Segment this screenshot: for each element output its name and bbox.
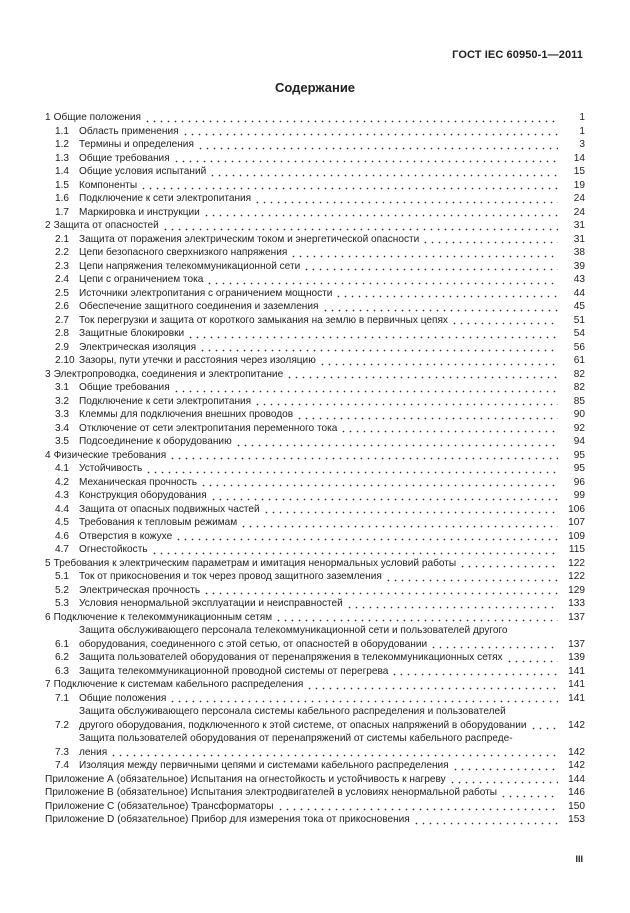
toc-entry-title: Клеммы для подключения внешних проводов xyxy=(79,409,294,420)
toc-entry-page: 106 xyxy=(568,503,585,515)
toc-entry-title: Термины и определения xyxy=(79,139,194,150)
dot-leader xyxy=(391,666,558,676)
toc-subsection-entry[interactable] xyxy=(45,624,585,651)
toc-subsection-entry[interactable] xyxy=(45,503,585,517)
dot-leader xyxy=(449,774,558,784)
dot-leader xyxy=(151,545,558,555)
toc-subsection-entry[interactable] xyxy=(45,381,585,395)
toc-entry-title: Ток от прикосновения и ток через провод защитного заземления xyxy=(79,571,382,582)
toc-entry-page: 31 xyxy=(573,233,585,245)
page-title: Содержание xyxy=(274,80,356,95)
toc-entry-number: 7.2 xyxy=(55,719,70,731)
toc-subsection-entry[interactable] xyxy=(45,759,585,773)
toc-entry-page: 115 xyxy=(568,544,585,555)
toc-subsection-entry[interactable] xyxy=(45,192,585,206)
toc-entry-number: 1 xyxy=(45,112,51,123)
toc-entry-number: 3.4 xyxy=(55,422,70,434)
toc-entry-number: 6.3 xyxy=(55,665,70,677)
toc-subsection-entry[interactable] xyxy=(45,462,585,476)
toc-entry-number: 6.1 xyxy=(55,638,70,650)
toc-entry-page: 39 xyxy=(573,260,585,272)
toc-entry-number: 2.6 xyxy=(55,301,70,312)
toc-entry-title: Общие требования xyxy=(79,382,170,393)
toc-entry-page: 139 xyxy=(568,652,585,663)
dot-leader xyxy=(277,801,558,811)
toc-entry-number: 7.1 xyxy=(55,692,70,704)
toc-entry-page: 56 xyxy=(573,341,585,353)
toc-entry-title: Подключение к телекоммуникационным сетям xyxy=(53,611,273,623)
toc-entry-number: 1.5 xyxy=(55,179,70,191)
toc-entry-number: 4 xyxy=(45,449,51,461)
toc-entry-page: 122 xyxy=(568,557,585,569)
dot-leader xyxy=(203,207,558,217)
toc-entry-title: Огнестойкость xyxy=(79,544,148,555)
toc-entry-title: (обязательное) Трансформаторы xyxy=(117,800,274,812)
dot-leader xyxy=(322,302,559,312)
toc-entry-number: 4.7 xyxy=(55,544,70,555)
dot-leader xyxy=(169,450,558,460)
toc-subsection-entry[interactable] xyxy=(45,233,585,247)
dot-leader xyxy=(500,788,558,798)
toc-entry-page: 96 xyxy=(573,476,585,488)
dot-leader xyxy=(385,572,558,582)
dot-leader xyxy=(140,180,558,190)
toc-entry-number: 2.7 xyxy=(55,314,70,326)
toc-appendix-entry[interactable] xyxy=(45,786,585,800)
toc-entry-title: Подключение к системам кабельного распределения xyxy=(53,679,304,690)
toc-subsection-entry[interactable] xyxy=(45,165,585,179)
toc-entry-title: Ток перегрузки и защита от короткого замыкания на землю в первичных цепях xyxy=(79,314,448,326)
toc-entry-title: Подсоединение к оборудованию xyxy=(79,436,232,447)
toc-entry-title: Изоляция между первичными цепями и системами кабельного распределения xyxy=(79,760,449,771)
toc-entry-page: 94 xyxy=(573,436,585,447)
toc-entry-title: Устойчивость xyxy=(79,463,143,474)
toc-entry-number: 6.2 xyxy=(55,652,70,663)
toc-entry-title: Компоненты xyxy=(79,179,138,191)
toc-entry-title: Общие положения xyxy=(79,692,167,704)
dot-leader xyxy=(203,585,558,595)
dot-leader xyxy=(413,815,558,825)
toc-entry-number: 4.2 xyxy=(55,476,70,488)
dot-leader xyxy=(335,288,558,298)
toc-entry-page: 109 xyxy=(568,530,585,542)
toc-subsection-entry[interactable] xyxy=(45,422,585,436)
toc-appendix-entry[interactable] xyxy=(45,800,585,814)
toc-entry-page: 38 xyxy=(573,247,585,258)
toc-entry-page: 122 xyxy=(568,571,585,582)
toc-entry-page: 92 xyxy=(573,422,585,434)
toc-entry-page: 142 xyxy=(568,746,585,758)
toc-entry-title: Условия ненормальной эксплуатации и неисправностей xyxy=(79,598,343,609)
toc-entry-number: Приложение A xyxy=(45,773,114,785)
toc-entry-page: 150 xyxy=(568,800,585,812)
toc-subsection-entry[interactable] xyxy=(45,125,585,139)
toc-entry-title: Электрическая изоляция xyxy=(79,341,197,353)
toc-entry-title: Защита пользователей оборудования от перенапряжения в телекоммуникационных сетях xyxy=(79,652,503,663)
toc-entry-number: 3.2 xyxy=(55,395,70,407)
toc-subsection-entry[interactable] xyxy=(45,516,585,530)
toc-entry-page: 1 xyxy=(579,125,585,137)
dot-leader xyxy=(346,599,558,609)
toc-section-entry[interactable] xyxy=(45,219,585,233)
toc-entry-page: 137 xyxy=(568,611,585,623)
dot-leader xyxy=(254,396,558,406)
toc-appendix-entry[interactable] xyxy=(45,813,585,827)
toc-entry-page: 95 xyxy=(573,463,585,474)
toc-entry-title: Область применения xyxy=(79,125,179,137)
toc-entry-number: 2.5 xyxy=(55,287,70,299)
toc-subsection-entry[interactable] xyxy=(45,138,585,152)
dot-leader xyxy=(209,167,558,177)
toc-subsection-entry[interactable] xyxy=(45,651,585,665)
dot-leader xyxy=(173,383,558,393)
toc-entry-page: 95 xyxy=(573,449,585,461)
dot-leader xyxy=(275,612,558,622)
toc-entry-title: Цепи напряжения телекоммуникационной сети xyxy=(79,260,301,272)
toc-entry-number: 4.1 xyxy=(55,463,70,474)
toc-entry-title-line: Защита обслуживающего персонала телекоммуникационной сети и пользователей другого xyxy=(79,625,508,636)
toc-entry-page: 15 xyxy=(573,166,585,177)
toc-entry-page: 141 xyxy=(568,665,585,677)
dot-leader xyxy=(506,653,558,663)
toc-entry-number: 4.4 xyxy=(55,503,70,515)
toc-entry-page: 141 xyxy=(568,692,585,704)
toc-subsection-entry[interactable] xyxy=(45,584,585,598)
toc-entry-number: Приложение B xyxy=(45,787,114,798)
toc-entry-number: 7 xyxy=(45,679,51,690)
toc-subsection-entry[interactable] xyxy=(45,530,585,544)
toc-subsection-entry[interactable] xyxy=(45,435,585,449)
toc-entry-title: Отключение от сети электропитания переменного тока xyxy=(79,422,338,434)
toc-subsection-entry[interactable] xyxy=(45,273,585,287)
standard-number: ГОСТ IEC 60950-1—2011 xyxy=(452,49,583,61)
toc-entry-page: 45 xyxy=(573,301,585,312)
toc-entry-page: 142 xyxy=(568,719,585,731)
toc-entry-page: 24 xyxy=(573,193,585,204)
dot-leader xyxy=(240,518,558,528)
toc-entry-page: 129 xyxy=(568,584,585,596)
toc-entry-number: 2.8 xyxy=(55,328,70,339)
dot-leader xyxy=(197,140,558,150)
toc-entry-number: 3.5 xyxy=(55,436,70,447)
toc-entry-page: 24 xyxy=(573,206,585,218)
toc-entry-number: 5 xyxy=(45,557,51,569)
dot-leader xyxy=(199,342,558,352)
toc-entry-number: 2.3 xyxy=(55,260,70,272)
toc-entry-page: 3 xyxy=(579,139,585,150)
toc-entry-number: 5.3 xyxy=(55,598,70,609)
toc-entry-number: 1.2 xyxy=(55,139,70,150)
toc-subsection-entry[interactable] xyxy=(45,354,585,368)
toc-subsection-entry[interactable] xyxy=(45,665,585,679)
toc-section-entry[interactable] xyxy=(45,111,585,125)
toc-entry-number: 2.1 xyxy=(55,233,70,245)
dot-leader xyxy=(200,477,558,487)
toc-entry-number: Приложение C xyxy=(45,800,115,812)
toc-entry-title-line: Защита пользователей оборудования от перенапряжений от системы кабельного распреде- xyxy=(79,733,513,744)
dot-leader xyxy=(306,680,558,690)
toc-entry-number: 4.6 xyxy=(55,530,70,542)
toc-entry-last-line xyxy=(79,638,561,652)
toc-entry-page: 99 xyxy=(573,490,585,501)
toc-entry-page: 31 xyxy=(573,220,585,231)
toc-entry-title-line: ления xyxy=(79,746,108,758)
toc-entry-title: Защита от опасностей xyxy=(53,220,159,231)
toc-entry-title: Отверстия в кожухе xyxy=(79,530,173,542)
dot-leader xyxy=(263,504,558,514)
toc-entry-title: Маркировка и инструкции xyxy=(79,206,200,218)
dot-leader xyxy=(286,369,558,379)
toc-entry-page: 153 xyxy=(568,814,585,825)
dot-leader xyxy=(452,761,558,771)
toc-entry-title: Требования к тепловым режимам xyxy=(79,517,238,528)
dot-leader xyxy=(235,437,558,447)
toc-entry-number: 7.4 xyxy=(55,760,70,771)
toc-subsection-entry[interactable] xyxy=(45,314,585,328)
toc-subsection-entry[interactable] xyxy=(45,246,585,260)
toc-entry-number: 2.9 xyxy=(55,341,70,353)
toc-subsection-entry[interactable] xyxy=(45,179,585,193)
toc-subsection-entry[interactable] xyxy=(45,341,585,355)
toc-entry-page: 144 xyxy=(568,773,585,785)
toc-entry-title: Электрическая прочность xyxy=(79,584,201,596)
toc-entry-number: 6 xyxy=(45,611,51,623)
toc-entry-page: 43 xyxy=(573,274,585,285)
toc-section-entry[interactable] xyxy=(45,557,585,571)
toc-entry-title: Электропроводка, соединения и электропитание xyxy=(53,368,284,380)
toc-subsection-entry[interactable] xyxy=(45,489,585,503)
dot-leader xyxy=(182,126,558,136)
toc-subsection-entry[interactable] xyxy=(45,152,585,166)
toc-entry-title: Защита от поражения электрическим током и энергетической опасности xyxy=(79,233,420,245)
toc-entry-number: 1.6 xyxy=(55,193,70,204)
dot-leader xyxy=(187,329,558,339)
toc-entry-title: Защита телекоммуникационной проводной системы от перегрева xyxy=(79,665,389,677)
toc-entry-page: 14 xyxy=(573,152,585,164)
dot-leader xyxy=(145,464,558,474)
toc-subsection-entry[interactable] xyxy=(45,543,585,557)
dot-leader xyxy=(303,261,558,271)
toc-entry-title: Защитные блокировки xyxy=(79,328,185,339)
page-number: III xyxy=(575,854,583,864)
dot-leader xyxy=(254,194,558,204)
toc-entry-number: Приложение D xyxy=(45,814,115,825)
dot-leader xyxy=(430,639,558,649)
toc-entry-page: 90 xyxy=(573,409,585,420)
toc-entry-title: Требования к электрическим параметрам и имитация ненормальных условий работы xyxy=(53,557,457,569)
dot-leader xyxy=(206,275,558,285)
toc-entry-number: 1.7 xyxy=(55,206,70,218)
toc-entry-title-line: другого оборудования, подключенного к этой системе, от опасных напряжений в оборудовании xyxy=(79,719,527,731)
dot-leader xyxy=(162,221,558,231)
toc-entry-number: 2.4 xyxy=(55,274,70,285)
toc-appendix-entry[interactable] xyxy=(45,773,585,787)
toc-entry-page: 142 xyxy=(568,760,585,771)
toc-entry-number: 2.10 xyxy=(55,355,75,366)
toc-entry-title: Защита от опасных подвижных частей xyxy=(79,503,260,515)
toc-subsection-entry[interactable] xyxy=(45,260,585,274)
toc-subsection-entry[interactable] xyxy=(45,206,585,220)
toc-entry-last-line xyxy=(79,746,561,760)
toc-entry-page: 85 xyxy=(573,395,585,407)
toc-entry-page: 137 xyxy=(568,638,585,650)
dot-leader xyxy=(144,113,558,123)
dot-leader xyxy=(319,356,558,366)
toc-entry-number: 2.2 xyxy=(55,247,70,258)
toc-entry-number: 7.3 xyxy=(55,746,70,758)
toc-entry-title-line: Защита обслуживающего персонала системы кабельного распределения и пользователей xyxy=(79,706,506,717)
toc-entry-last-line xyxy=(79,719,561,733)
toc-section-entry[interactable] xyxy=(45,449,585,463)
toc-entry-page: 54 xyxy=(573,328,585,339)
toc-subsection-entry[interactable] xyxy=(45,327,585,341)
toc-entry-title: (обязательное) Прибор для измерения тока от прикосновения xyxy=(117,814,410,825)
toc-subsection-entry[interactable] xyxy=(45,300,585,314)
dot-leader xyxy=(530,720,558,730)
toc-subsection-entry[interactable] xyxy=(45,705,585,732)
toc-entry-title: Подключение к сети электропитания xyxy=(79,395,252,407)
toc-entry-number: 5.1 xyxy=(55,571,70,582)
toc-entry-title: Обеспечение защитного соединения и заземления xyxy=(79,301,319,312)
toc-entry-page: 146 xyxy=(568,787,585,798)
toc-entry-number: 1.4 xyxy=(55,166,70,177)
toc-subsection-entry[interactable] xyxy=(45,692,585,706)
toc-subsection-entry[interactable] xyxy=(45,395,585,409)
toc-section-entry[interactable] xyxy=(45,611,585,625)
toc-entry-number: 2 xyxy=(45,220,51,231)
toc-entry-number: 3.1 xyxy=(55,382,70,393)
toc-entry-title: Зазоры, пути утечки и расстояния через изоляцию xyxy=(79,355,316,366)
toc-entry-page: 82 xyxy=(573,368,585,380)
toc-entry-page: 61 xyxy=(573,355,585,366)
toc-entry-title: Конструкция оборудования xyxy=(79,490,207,501)
toc-subsection-entry[interactable] xyxy=(45,287,585,301)
toc-entry-title: Цепи с ограничением тока xyxy=(79,274,204,285)
table-of-contents xyxy=(45,111,585,827)
toc-entry-title: Источники электропитания с ограничением мощности xyxy=(79,287,333,299)
dot-leader xyxy=(422,234,558,244)
toc-subsection-entry[interactable] xyxy=(45,732,585,759)
dot-leader xyxy=(290,248,558,258)
toc-subsection-entry[interactable] xyxy=(45,476,585,490)
toc-entry-title: Физические требования xyxy=(53,449,167,461)
toc-entry-title-line: оборудования, соединенного с этой сетью, от опасностей в оборудовании xyxy=(79,638,428,650)
dot-leader xyxy=(340,423,558,433)
dot-leader xyxy=(451,315,558,325)
toc-entry-number: 5.2 xyxy=(55,584,70,596)
dot-leader xyxy=(296,410,558,420)
toc-entry-page: 44 xyxy=(573,287,585,299)
toc-entry-page: 82 xyxy=(573,382,585,393)
toc-entry-title: Общие требования xyxy=(79,152,170,164)
toc-subsection-entry[interactable] xyxy=(45,597,585,611)
toc-entry-number: 3.3 xyxy=(55,409,70,420)
toc-subsection-entry[interactable] xyxy=(45,408,585,422)
toc-section-entry[interactable] xyxy=(45,368,585,382)
toc-section-entry[interactable] xyxy=(45,678,585,692)
toc-entry-number: 4.3 xyxy=(55,490,70,501)
toc-entry-title: Общие условия испытаний xyxy=(79,166,207,177)
toc-entry-number: 1.1 xyxy=(55,125,70,137)
toc-entry-title: Подключение к сети электропитания xyxy=(79,193,252,204)
toc-entry-page: 51 xyxy=(573,314,585,326)
toc-entry-number: 3 xyxy=(45,368,51,380)
toc-entry-title: (обязательное) Испытания на огнестойкость и устойчивость к нагреву xyxy=(116,773,446,785)
toc-subsection-entry[interactable] xyxy=(45,570,585,584)
toc-entry-page: 141 xyxy=(568,679,585,690)
dot-leader xyxy=(459,558,558,568)
toc-entry-page: 133 xyxy=(568,598,585,609)
toc-entry-number: 4.5 xyxy=(55,517,70,528)
toc-entry-page: 107 xyxy=(568,517,585,528)
toc-entry-title: (обязательное) Испытания электродвигателей в условиях ненормальной работы xyxy=(116,787,498,798)
toc-entry-title: Цепи безопасного сверхнизкого напряжения xyxy=(79,247,288,258)
dot-leader xyxy=(169,693,558,703)
toc-entry-page: 1 xyxy=(579,112,585,123)
toc-entry-title: Общие положения xyxy=(53,112,142,123)
dot-leader xyxy=(210,491,558,501)
dot-leader xyxy=(173,153,558,163)
toc-entry-title: Механическая прочность xyxy=(79,476,197,488)
dot-leader xyxy=(110,747,558,757)
toc-entry-page: 19 xyxy=(573,179,585,191)
dot-leader xyxy=(175,531,558,541)
toc-entry-number: 1.3 xyxy=(55,152,70,164)
